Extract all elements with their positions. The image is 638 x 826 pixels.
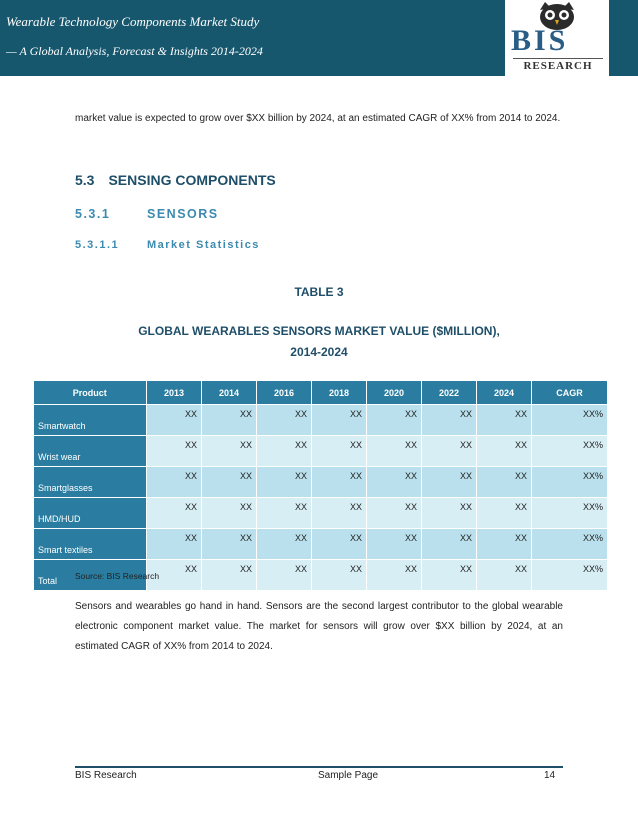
bis-logo	[505, 0, 609, 76]
subsubsection-title: Market Statistics	[147, 239, 260, 251]
table-cell: XX	[312, 560, 367, 591]
intro-paragraph: market value is expected to grow over $XX billion by 2024, at an estimated CAGR of XX% from 2014 to 2024.	[75, 113, 561, 124]
section-heading	[75, 172, 276, 188]
subsection-heading	[75, 207, 219, 221]
logo-text-main: BIS	[511, 24, 569, 57]
table-cell: XX%	[532, 498, 608, 529]
table-cell: XX	[202, 436, 257, 467]
table-cell: XX	[477, 405, 532, 436]
table-cell: XX	[367, 498, 422, 529]
table-cell: XX%	[532, 405, 608, 436]
table-cell: XX	[422, 529, 477, 560]
header-subtitle: — A Global Analysis, Forecast & Insights 2014-2024	[6, 44, 263, 58]
table-cell: XX	[477, 498, 532, 529]
table-cell: XX	[257, 436, 312, 467]
column-header: 2013	[147, 381, 202, 405]
table-cell: XX	[367, 436, 422, 467]
table-cell: XX	[477, 467, 532, 498]
subsection-title: SENSORS	[147, 207, 219, 221]
table-row	[34, 467, 608, 498]
market-value-table	[33, 381, 608, 591]
footer-divider	[75, 766, 563, 768]
table-cell: XX%	[532, 467, 608, 498]
row-label: HMD/HUD	[34, 498, 147, 529]
table-row	[34, 405, 608, 436]
table-cell: XX	[422, 498, 477, 529]
section-title: SENSING COMPONENTS	[108, 172, 276, 188]
table-cell: XX%	[532, 436, 608, 467]
column-header: 2016	[257, 381, 312, 405]
table-title-line2: 2014-2024	[290, 345, 348, 359]
column-header: 2014	[202, 381, 257, 405]
section-number: 5.3	[75, 172, 95, 188]
table-cell: XX	[147, 436, 202, 467]
page-number: 14	[544, 770, 556, 781]
header-title: Wearable Technology Components Market Study	[6, 14, 260, 29]
column-header: 2020	[367, 381, 422, 405]
table-cell: XX	[257, 405, 312, 436]
column-header: CAGR	[532, 381, 608, 405]
table-cell: XX	[147, 405, 202, 436]
table-cell: XX	[202, 405, 257, 436]
subsection-number: 5.3.1	[75, 207, 111, 221]
column-header: Product	[34, 381, 147, 405]
table-cell: XX	[147, 467, 202, 498]
subsubsection-number: 5.3.1.1	[75, 239, 120, 251]
table-cell: XX	[367, 467, 422, 498]
table-cell: XX	[202, 498, 257, 529]
body-paragraph: Sensors and wearables go hand in hand. Sensors are the second largest contributor to the global wearable electronic component market value. The market for sensors will grow over $XX billion by 2024, at an estimated CAGR of XX% from 2014 to 2024.	[75, 601, 563, 652]
table-source: Source: BIS Research	[75, 571, 160, 581]
table-cell: XX	[312, 529, 367, 560]
column-header: 2022	[422, 381, 477, 405]
table-label: TABLE 3	[294, 285, 344, 299]
table-cell: XX	[147, 560, 202, 591]
table-cell: XX%	[532, 560, 608, 591]
table-cell: XX	[312, 467, 367, 498]
table-cell: XX	[257, 529, 312, 560]
logo-text-sub: RESEARCH	[513, 58, 603, 72]
table-cell: XX	[477, 529, 532, 560]
table-cell: XX	[422, 436, 477, 467]
table-title-line1: GLOBAL WEARABLES SENSORS MARKET VALUE ($MILLION),	[138, 324, 500, 338]
table-cell: XX	[312, 405, 367, 436]
table-cell: XX	[312, 436, 367, 467]
table-cell: XX	[367, 529, 422, 560]
footer-left: BIS Research	[75, 770, 137, 781]
table-cell: XX	[477, 560, 532, 591]
table-row	[34, 529, 608, 560]
table-row	[34, 498, 608, 529]
table-cell: XX	[477, 436, 532, 467]
table-cell: XX	[202, 467, 257, 498]
row-label: Total	[34, 560, 147, 591]
subsubsection-heading	[75, 239, 260, 251]
table-cell: XX%	[532, 529, 608, 560]
footer-center: Sample Page	[318, 770, 379, 781]
column-header: 2024	[477, 381, 532, 405]
table-row	[34, 436, 608, 467]
table-header-row	[34, 381, 608, 405]
table-cell: XX	[257, 498, 312, 529]
table-cell: XX	[367, 560, 422, 591]
table-cell: XX	[422, 405, 477, 436]
row-label: Smartwatch	[34, 405, 147, 436]
table-cell: XX	[257, 467, 312, 498]
row-label: Smart textiles	[34, 529, 147, 560]
row-label: Smartglasses	[34, 467, 147, 498]
table-cell: XX	[147, 498, 202, 529]
table-cell: XX	[367, 405, 422, 436]
table-cell: XX	[422, 560, 477, 591]
table-cell: XX	[257, 560, 312, 591]
column-header: 2018	[312, 381, 367, 405]
table-cell: XX	[202, 560, 257, 591]
table-cell: XX	[202, 529, 257, 560]
row-label: Wrist wear	[34, 436, 147, 467]
table-cell: XX	[422, 467, 477, 498]
table-cell: XX	[312, 498, 367, 529]
table-cell: XX	[147, 529, 202, 560]
page-header	[0, 0, 638, 76]
